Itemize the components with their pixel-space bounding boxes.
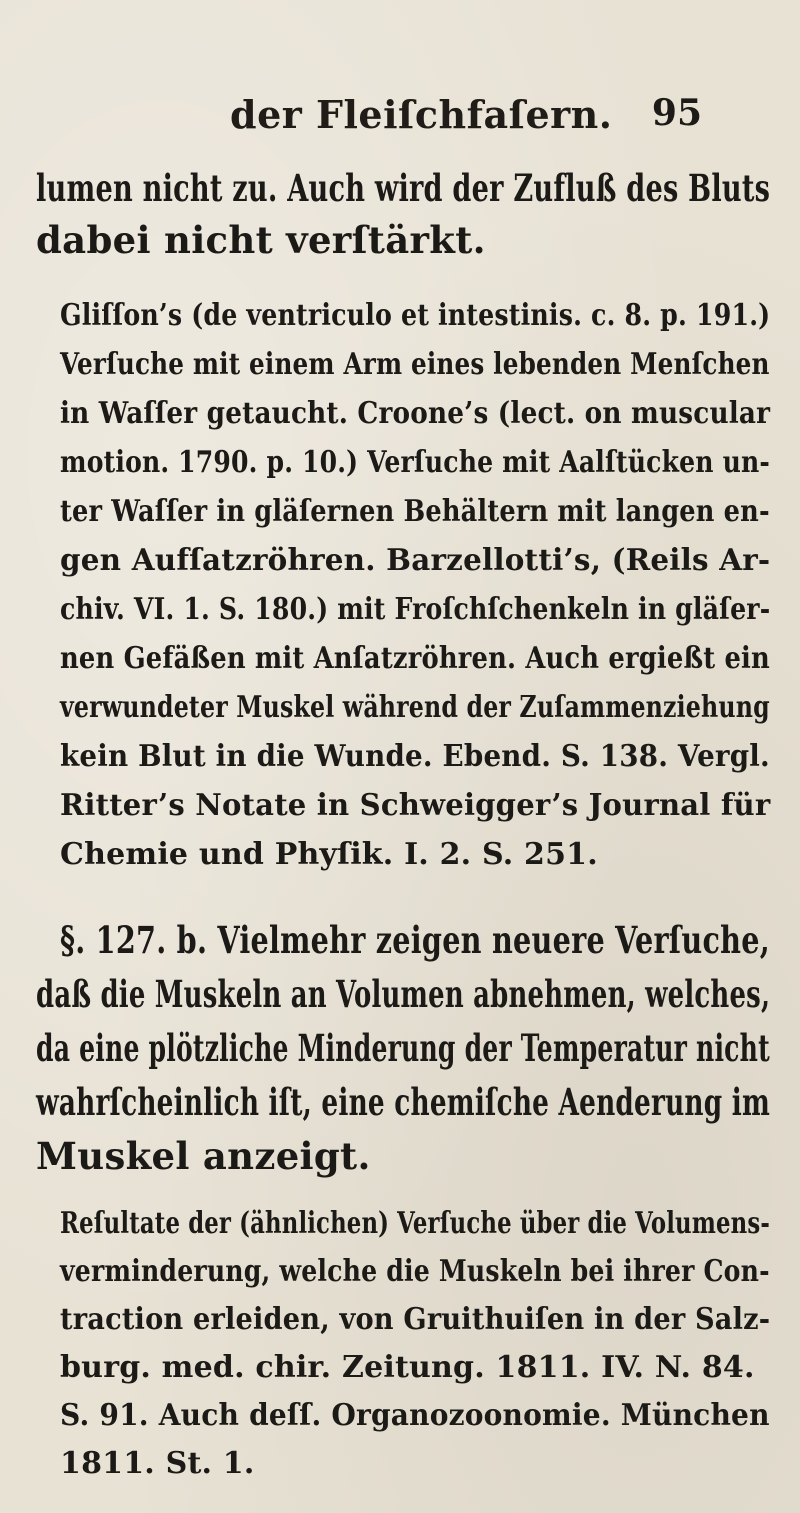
paragraph-line: lumen nicht zu. Auch wird der Zufluß des Bluts (36, 166, 771, 210)
paragraph-line: da eine plötzliche Minderung der Temperatur nicht (36, 1026, 770, 1070)
note-line: kein Blut in die Wunde. Ebend. S. 138. Vergl. (60, 739, 770, 774)
note-line: Chemie und Phyſik. I. 2. S. 251. (60, 837, 598, 872)
note-line: gen Aufſatzröhren. Barzellotti’s, (Reils Ar- (60, 543, 771, 578)
note-line: S. 91. Auch deſſ. Organozoonomie. München (60, 1398, 770, 1433)
paragraph-line: dabei nicht verſtärkt. (36, 218, 486, 262)
note-line: 1811. St. 1. (60, 1446, 255, 1481)
note-line: verwundeter Muskel während der Zuſammenziehung (60, 690, 770, 725)
note-line: Reſultate der (ähnlichen) Verſuche über die Volumens- (60, 1206, 770, 1241)
paragraph-line: §. 127. b. Vielmehr zeigen neuere Verſuche, (60, 918, 770, 962)
note-line: traction erleiden, von Gruithuiſen in der Salz- (60, 1302, 771, 1337)
note-line: Verſuche mit einem Arm eines lebenden Menſchen (60, 347, 770, 382)
page-number: 95 (651, 92, 702, 134)
page-header (0, 92, 800, 142)
note-line: nen Gefäßen mit Anſatzröhren. Auch ergießt ein (60, 641, 770, 676)
note-line: burg. med. chir. Zeitung. 1811. IV. N. 84. (60, 1350, 755, 1385)
note-line: Ritter’s Notate in Schweigger’s Journal für (60, 788, 771, 823)
running-title: der Fleiſchfaſern. (230, 92, 613, 137)
note-line: chiv. VI. 1. S. 180.) mit Froſchſchenkeln in gläſer- (60, 592, 771, 627)
note-line: in Waſſer getaucht. Croone’s (lect. on muscular (60, 396, 771, 431)
paragraph-line: Muskel anzeigt. (36, 1134, 371, 1178)
note-line: verminderung, welche die Muskeln bei ihrer Con- (60, 1254, 770, 1289)
paragraph-line: daß die Muskeln an Volumen abnehmen, welches, (36, 972, 771, 1016)
note-line: motion. 1790. p. 10.) Verſuche mit Aalſtücken un- (60, 445, 770, 480)
paragraph-line: wahrſcheinlich iſt, eine chemiſche Aenderung im (36, 1080, 771, 1124)
note-line: ter Waſſer in gläſernen Behältern mit langen en- (60, 494, 770, 529)
note-line: Gliſſon’s (de ventriculo et intestinis. c. 8. p. 191.) (60, 298, 771, 333)
